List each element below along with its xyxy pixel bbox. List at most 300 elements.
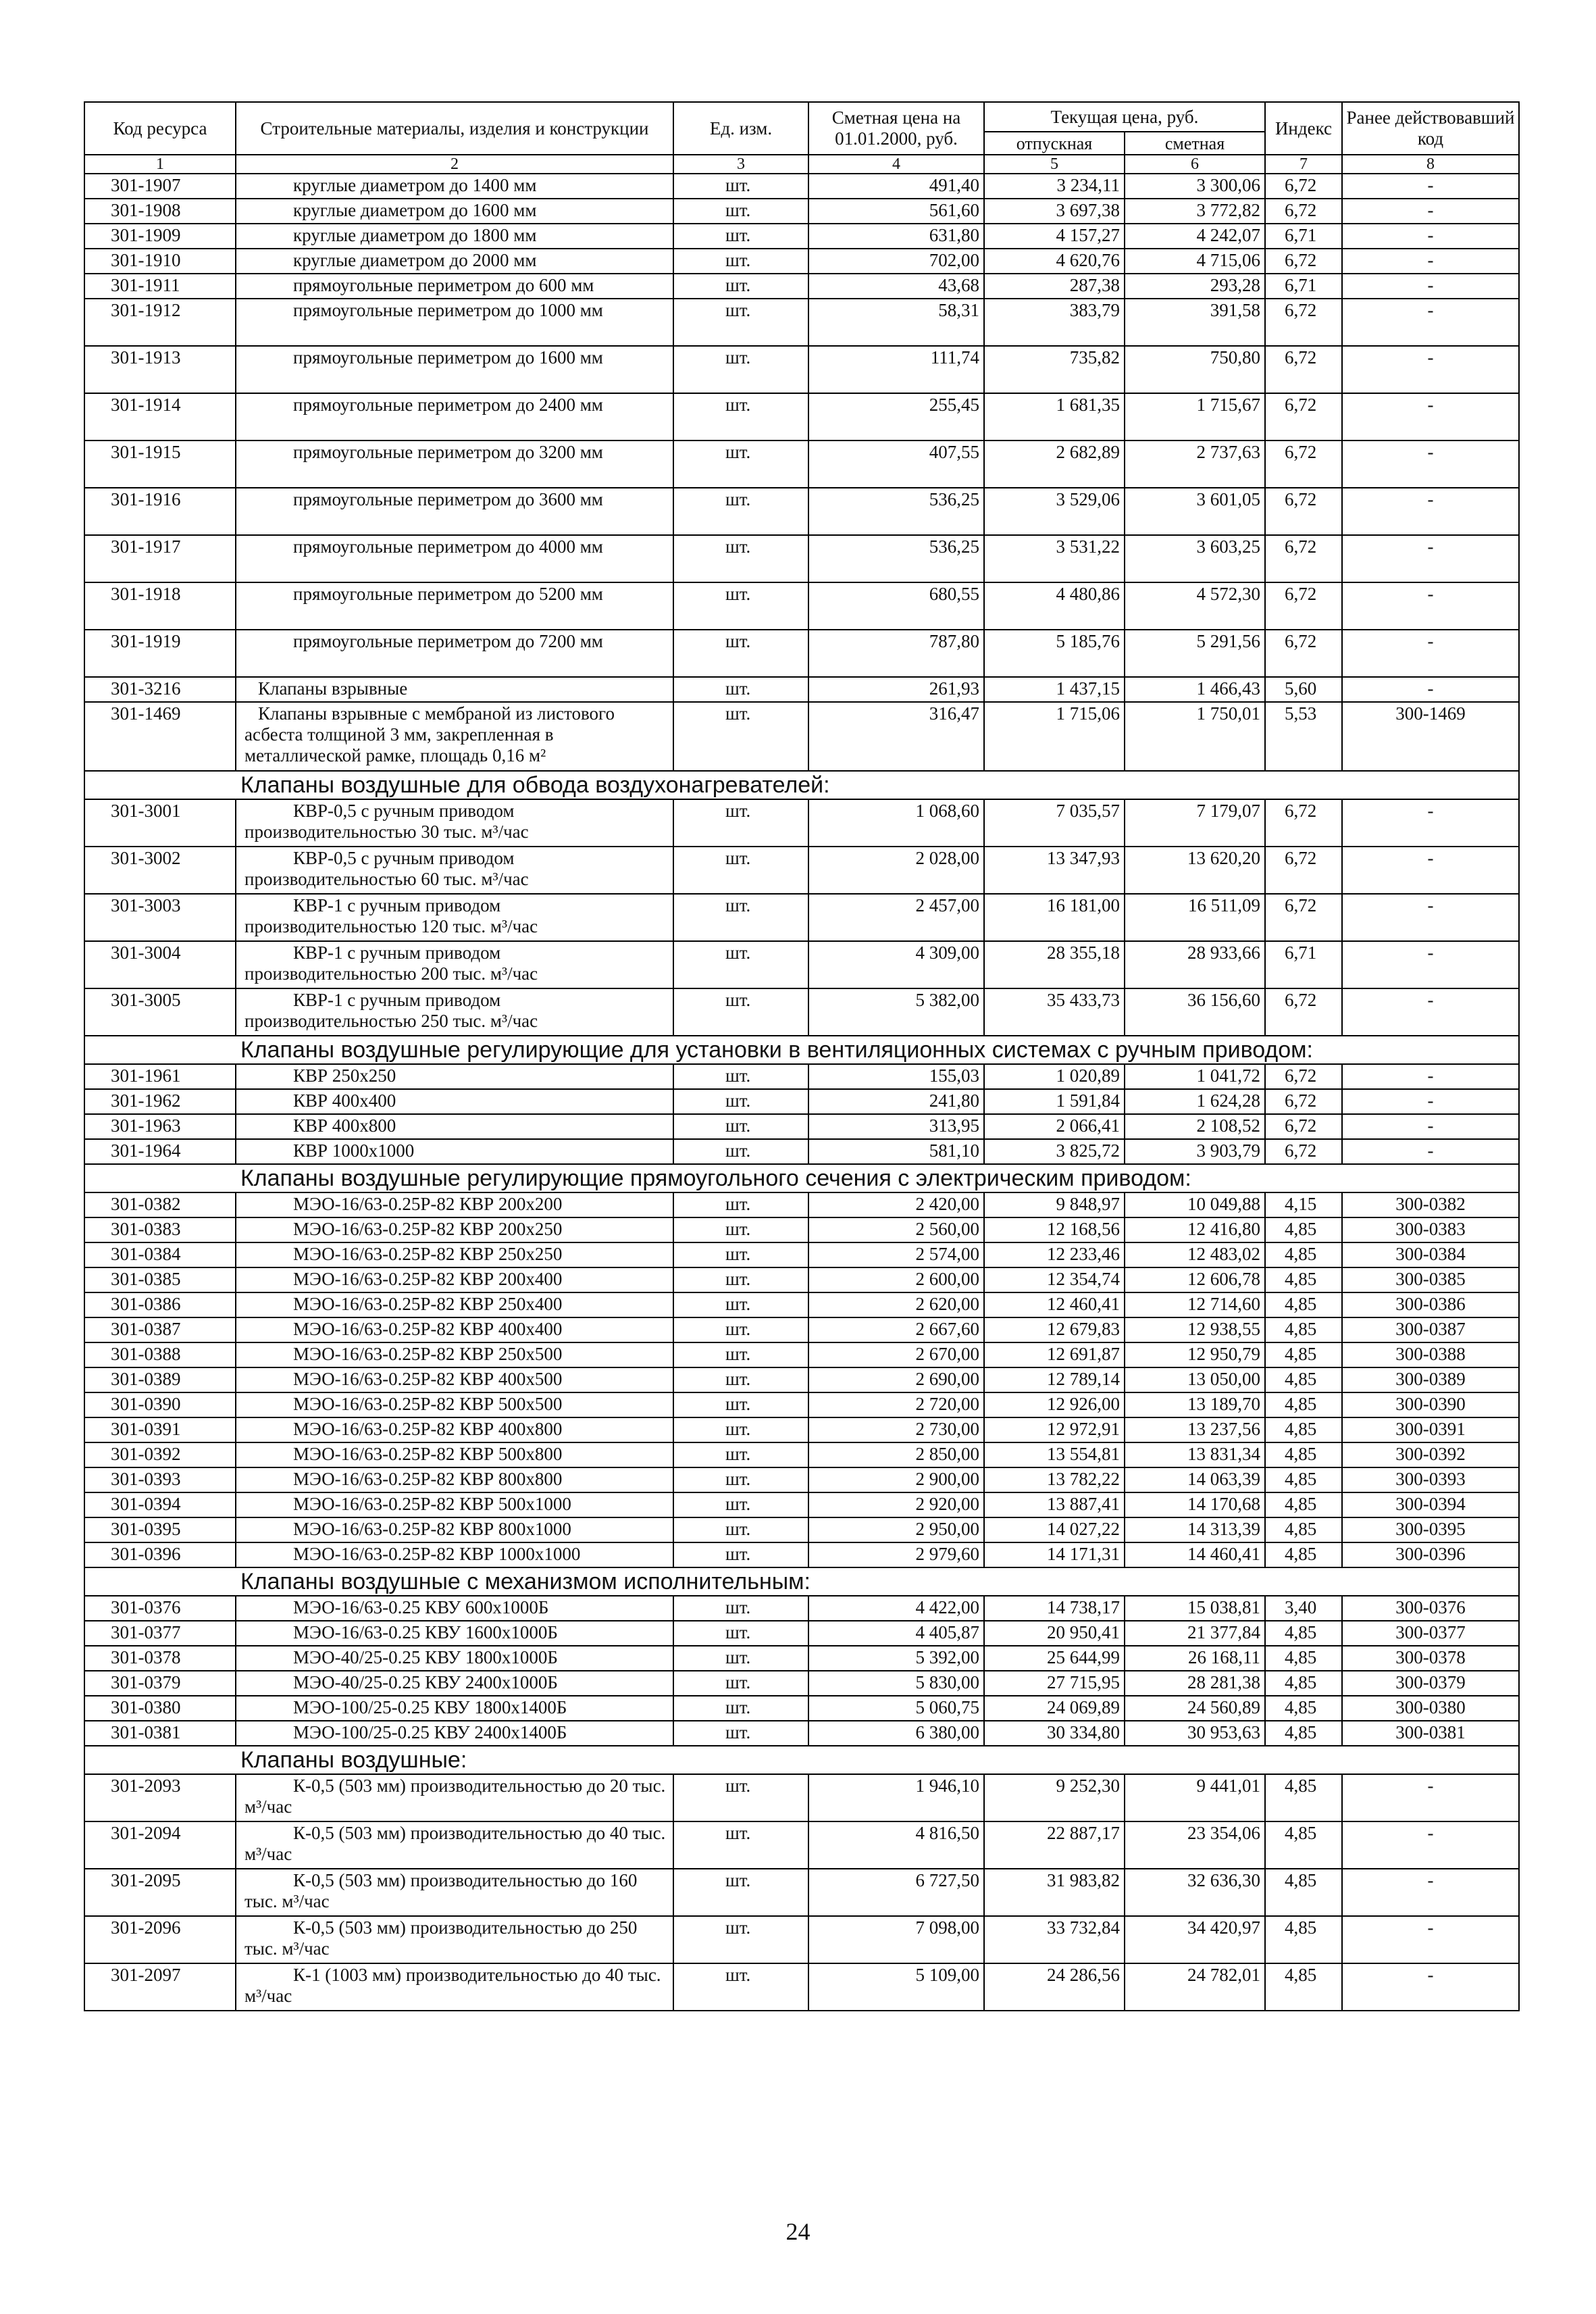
release-price: 383,79 bbox=[984, 299, 1125, 346]
header-previous-code: Ранее действовавший код bbox=[1342, 102, 1519, 155]
price-index: 4,85 bbox=[1265, 1963, 1342, 2011]
price-index: 6,72 bbox=[1265, 799, 1342, 847]
estimate-price-2000: 111,74 bbox=[808, 346, 984, 393]
table-row bbox=[84, 1242, 1519, 1267]
estimate-price-2000: 43,68 bbox=[808, 274, 984, 299]
current-estimate-price: 1 750,01 bbox=[1125, 702, 1265, 771]
table-row bbox=[84, 1696, 1519, 1721]
estimate-price-2000: 2 420,00 bbox=[808, 1192, 984, 1217]
previous-code: - bbox=[1342, 274, 1519, 299]
release-price: 3 529,06 bbox=[984, 488, 1125, 535]
release-price: 13 554,81 bbox=[984, 1442, 1125, 1467]
resource-code: 301-0382 bbox=[84, 1192, 236, 1217]
material-name: МЭО-16/63-0.25Р-82 КВР 200х400 bbox=[236, 1267, 673, 1292]
release-price: 30 334,80 bbox=[984, 1721, 1125, 1746]
current-estimate-price: 4 715,06 bbox=[1125, 249, 1265, 274]
current-estimate-price: 12 714,60 bbox=[1125, 1292, 1265, 1317]
section-heading-row bbox=[84, 1164, 1519, 1192]
unit: шт. bbox=[673, 1292, 808, 1317]
price-index: 4,85 bbox=[1265, 1342, 1342, 1367]
table-row bbox=[84, 535, 1519, 582]
section-heading-row bbox=[84, 1746, 1519, 1774]
resource-code: 301-0387 bbox=[84, 1317, 236, 1342]
resource-code: 301-2095 bbox=[84, 1869, 236, 1916]
current-estimate-price: 13 189,70 bbox=[1125, 1392, 1265, 1417]
table-row bbox=[84, 1342, 1519, 1367]
resource-code: 301-1914 bbox=[84, 393, 236, 441]
material-name: К-0,5 (503 мм) производительностью до 20 тыс. м³/час bbox=[236, 1774, 673, 1821]
price-index: 4,85 bbox=[1265, 1517, 1342, 1542]
price-index: 4,85 bbox=[1265, 1916, 1342, 1963]
material-name: МЭО-16/63-0.25 КВУ 600х1000Б bbox=[236, 1596, 673, 1621]
table-row bbox=[84, 1367, 1519, 1392]
unit: шт. bbox=[673, 174, 808, 199]
material-name: круглые диаметром до 1800 мм bbox=[236, 224, 673, 249]
resource-code: 301-1962 bbox=[84, 1089, 236, 1114]
resource-code: 301-1913 bbox=[84, 346, 236, 393]
release-price: 1 591,84 bbox=[984, 1089, 1125, 1114]
price-index: 6,72 bbox=[1265, 1089, 1342, 1114]
previous-code: - bbox=[1342, 393, 1519, 441]
current-estimate-price: 2 737,63 bbox=[1125, 441, 1265, 488]
estimate-price-2000: 155,03 bbox=[808, 1064, 984, 1089]
previous-code: 300-0380 bbox=[1342, 1696, 1519, 1721]
current-estimate-price: 28 281,38 bbox=[1125, 1671, 1265, 1696]
resource-code: 301-1908 bbox=[84, 199, 236, 224]
current-estimate-price: 4 242,07 bbox=[1125, 224, 1265, 249]
unit: шт. bbox=[673, 1089, 808, 1114]
estimate-price-2000: 561,60 bbox=[808, 199, 984, 224]
table-row bbox=[84, 199, 1519, 224]
resource-code: 301-2093 bbox=[84, 1774, 236, 1821]
release-price: 13 887,41 bbox=[984, 1492, 1125, 1517]
price-index: 6,72 bbox=[1265, 441, 1342, 488]
table-row bbox=[84, 1317, 1519, 1342]
estimate-price-2000: 2 730,00 bbox=[808, 1417, 984, 1442]
estimate-price-2000: 407,55 bbox=[808, 441, 984, 488]
material-name: Клапаны взрывные с мембраной из листового асбеста толщиной 3 мм, закрепленная в металлической рамке, площадь 0,16 м² bbox=[236, 702, 673, 771]
previous-code: 300-1469 bbox=[1342, 702, 1519, 771]
unit: шт. bbox=[673, 988, 808, 1036]
previous-code: 300-0387 bbox=[1342, 1317, 1519, 1342]
price-index: 4,85 bbox=[1265, 1721, 1342, 1746]
resource-code: 301-3001 bbox=[84, 799, 236, 847]
unit: шт. bbox=[673, 1442, 808, 1467]
current-estimate-price: 9 441,01 bbox=[1125, 1774, 1265, 1821]
current-estimate-price: 24 782,01 bbox=[1125, 1963, 1265, 2011]
estimate-price-2000: 2 620,00 bbox=[808, 1292, 984, 1317]
estimate-price-2000: 7 098,00 bbox=[808, 1916, 984, 1963]
material-name: прямоугольные периметром до 4000 мм bbox=[236, 535, 673, 582]
table-row bbox=[84, 1542, 1519, 1567]
price-index: 6,72 bbox=[1265, 582, 1342, 630]
price-index: 4,85 bbox=[1265, 1492, 1342, 1517]
resource-code: 301-0378 bbox=[84, 1646, 236, 1671]
price-index: 4,85 bbox=[1265, 1621, 1342, 1646]
unit: шт. bbox=[673, 1517, 808, 1542]
resource-code: 301-1910 bbox=[84, 249, 236, 274]
price-index: 4,85 bbox=[1265, 1417, 1342, 1442]
table-row bbox=[84, 1217, 1519, 1242]
material-name: МЭО-16/63-0.25Р-82 КВР 200х200 bbox=[236, 1192, 673, 1217]
previous-code: - bbox=[1342, 199, 1519, 224]
unit: шт. bbox=[673, 249, 808, 274]
price-index: 6,72 bbox=[1265, 1114, 1342, 1139]
previous-code: - bbox=[1342, 799, 1519, 847]
estimate-price-2000: 4 816,50 bbox=[808, 1821, 984, 1869]
current-estimate-price: 13 831,34 bbox=[1125, 1442, 1265, 1467]
previous-code: 300-0377 bbox=[1342, 1621, 1519, 1646]
resource-code: 301-0384 bbox=[84, 1242, 236, 1267]
resource-code: 301-3003 bbox=[84, 894, 236, 941]
unit: шт. bbox=[673, 1774, 808, 1821]
estimate-price-2000: 5 830,00 bbox=[808, 1671, 984, 1696]
price-index: 4,85 bbox=[1265, 1317, 1342, 1342]
table-row bbox=[84, 1916, 1519, 1963]
release-price: 31 983,82 bbox=[984, 1869, 1125, 1916]
unit: шт. bbox=[673, 1064, 808, 1089]
release-price: 3 825,72 bbox=[984, 1139, 1125, 1164]
section-heading: Клапаны воздушные для обвода воздухонагревателей: bbox=[84, 771, 1519, 799]
release-price: 33 732,84 bbox=[984, 1916, 1125, 1963]
material-name: круглые диаметром до 1400 мм bbox=[236, 174, 673, 199]
material-name: МЭО-16/63-0.25Р-82 КВР 250х400 bbox=[236, 1292, 673, 1317]
release-price: 12 679,83 bbox=[984, 1317, 1125, 1342]
unit: шт. bbox=[673, 488, 808, 535]
price-index: 6,72 bbox=[1265, 249, 1342, 274]
current-estimate-price: 1 624,28 bbox=[1125, 1089, 1265, 1114]
estimate-price-2000: 5 109,00 bbox=[808, 1963, 984, 2011]
table-row bbox=[84, 799, 1519, 847]
estimate-price-2000: 4 309,00 bbox=[808, 941, 984, 988]
estimate-price-2000: 2 560,00 bbox=[808, 1217, 984, 1242]
price-index: 4,85 bbox=[1265, 1542, 1342, 1567]
price-index: 4,85 bbox=[1265, 1292, 1342, 1317]
release-price: 5 185,76 bbox=[984, 630, 1125, 677]
material-name: КВР-0,5 с ручным приводом производительностью 30 тыс. м³/час bbox=[236, 799, 673, 847]
unit: шт. bbox=[673, 1821, 808, 1869]
previous-code: 300-0389 bbox=[1342, 1367, 1519, 1392]
material-name: МЭО-16/63-0.25Р-82 КВР 400х800 bbox=[236, 1417, 673, 1442]
current-estimate-price: 3 772,82 bbox=[1125, 199, 1265, 224]
table-row bbox=[84, 1774, 1519, 1821]
release-price: 1 681,35 bbox=[984, 393, 1125, 441]
section-heading: Клапаны воздушные регулирующие прямоугольного сечения с электрическим приводом: bbox=[84, 1164, 1519, 1192]
estimate-price-2000: 787,80 bbox=[808, 630, 984, 677]
table-row bbox=[84, 346, 1519, 393]
material-name: прямоугольные периметром до 7200 мм bbox=[236, 630, 673, 677]
release-price: 4 480,86 bbox=[984, 582, 1125, 630]
price-index: 6,72 bbox=[1265, 630, 1342, 677]
unit: шт. bbox=[673, 1621, 808, 1646]
release-price: 287,38 bbox=[984, 274, 1125, 299]
release-price: 12 354,74 bbox=[984, 1267, 1125, 1292]
previous-code: 300-0392 bbox=[1342, 1442, 1519, 1467]
release-price: 9 848,97 bbox=[984, 1192, 1125, 1217]
release-price: 13 347,93 bbox=[984, 847, 1125, 894]
release-price: 1 437,15 bbox=[984, 677, 1125, 702]
current-estimate-price: 26 168,11 bbox=[1125, 1646, 1265, 1671]
page-number: 24 bbox=[786, 2218, 810, 2245]
table-row bbox=[84, 1646, 1519, 1671]
current-estimate-price: 36 156,60 bbox=[1125, 988, 1265, 1036]
price-index: 6,72 bbox=[1265, 1064, 1342, 1089]
price-index: 6,72 bbox=[1265, 535, 1342, 582]
unit: шт. bbox=[673, 441, 808, 488]
release-price: 14 171,31 bbox=[984, 1542, 1125, 1567]
current-estimate-price: 5 291,56 bbox=[1125, 630, 1265, 677]
current-estimate-price: 4 572,30 bbox=[1125, 582, 1265, 630]
material-name: прямоугольные периметром до 5200 мм bbox=[236, 582, 673, 630]
header-row bbox=[84, 102, 1519, 132]
header-estimate-price: сметная bbox=[1125, 132, 1265, 155]
current-estimate-price: 3 300,06 bbox=[1125, 174, 1265, 199]
section-heading: Клапаны воздушные: bbox=[84, 1746, 1519, 1774]
header-unit: Ед. изм. bbox=[673, 102, 808, 155]
current-estimate-price: 12 483,02 bbox=[1125, 1242, 1265, 1267]
resource-code: 301-0392 bbox=[84, 1442, 236, 1467]
estimate-price-2000: 581,10 bbox=[808, 1139, 984, 1164]
resource-code: 301-0380 bbox=[84, 1696, 236, 1721]
current-estimate-price: 14 063,39 bbox=[1125, 1467, 1265, 1492]
resource-code: 301-1909 bbox=[84, 224, 236, 249]
previous-code: 300-0388 bbox=[1342, 1342, 1519, 1367]
table-row bbox=[84, 299, 1519, 346]
price-index: 4,85 bbox=[1265, 1267, 1342, 1292]
unit: шт. bbox=[673, 1342, 808, 1367]
estimate-price-2000: 5 060,75 bbox=[808, 1696, 984, 1721]
current-estimate-price: 750,80 bbox=[1125, 346, 1265, 393]
resource-code: 301-1915 bbox=[84, 441, 236, 488]
material-name: КВР-1 с ручным приводом производительностью 120 тыс. м³/час bbox=[236, 894, 673, 941]
current-estimate-price: 12 950,79 bbox=[1125, 1342, 1265, 1367]
estimate-price-2000: 241,80 bbox=[808, 1089, 984, 1114]
table-row bbox=[84, 1517, 1519, 1542]
release-price: 1 715,06 bbox=[984, 702, 1125, 771]
current-estimate-price: 16 511,09 bbox=[1125, 894, 1265, 941]
price-index: 4,85 bbox=[1265, 1869, 1342, 1916]
price-index: 6,72 bbox=[1265, 299, 1342, 346]
current-estimate-price: 3 903,79 bbox=[1125, 1139, 1265, 1164]
current-estimate-price: 10 049,88 bbox=[1125, 1192, 1265, 1217]
price-index: 6,72 bbox=[1265, 199, 1342, 224]
estimate-price-2000: 5 392,00 bbox=[808, 1646, 984, 1671]
unit: шт. bbox=[673, 847, 808, 894]
unit: шт. bbox=[673, 1542, 808, 1567]
release-price: 13 782,22 bbox=[984, 1467, 1125, 1492]
price-index: 4,85 bbox=[1265, 1467, 1342, 1492]
previous-code: 300-0391 bbox=[1342, 1417, 1519, 1442]
resource-code: 301-3004 bbox=[84, 941, 236, 988]
column-number: 8 bbox=[1342, 155, 1519, 174]
table-row bbox=[84, 1621, 1519, 1646]
table-row bbox=[84, 1467, 1519, 1492]
table-row bbox=[84, 1064, 1519, 1089]
release-price: 4 620,76 bbox=[984, 249, 1125, 274]
unit: шт. bbox=[673, 702, 808, 771]
release-price: 12 789,14 bbox=[984, 1367, 1125, 1392]
estimate-price-2000: 313,95 bbox=[808, 1114, 984, 1139]
release-price: 3 697,38 bbox=[984, 199, 1125, 224]
previous-code: - bbox=[1342, 1774, 1519, 1821]
resource-code: 301-0379 bbox=[84, 1671, 236, 1696]
previous-code: 300-0383 bbox=[1342, 1217, 1519, 1242]
estimate-price-2000: 2 670,00 bbox=[808, 1342, 984, 1367]
estimate-price-2000: 2 950,00 bbox=[808, 1517, 984, 1542]
previous-code: - bbox=[1342, 1963, 1519, 2011]
header-name: Строительные материалы, изделия и конструкции bbox=[236, 102, 673, 155]
release-price: 25 644,99 bbox=[984, 1646, 1125, 1671]
table-row bbox=[84, 274, 1519, 299]
price-index: 4,85 bbox=[1265, 1774, 1342, 1821]
previous-code: - bbox=[1342, 1139, 1519, 1164]
resource-code: 301-3002 bbox=[84, 847, 236, 894]
previous-code: - bbox=[1342, 488, 1519, 535]
unit: шт. bbox=[673, 894, 808, 941]
resource-code: 301-1469 bbox=[84, 702, 236, 771]
release-price: 4 157,27 bbox=[984, 224, 1125, 249]
table-row bbox=[84, 894, 1519, 941]
unit: шт. bbox=[673, 1139, 808, 1164]
estimate-price-2000: 2 574,00 bbox=[808, 1242, 984, 1267]
previous-code: 300-0384 bbox=[1342, 1242, 1519, 1267]
material-name: МЭО-40/25-0.25 КВУ 2400х1000Б bbox=[236, 1671, 673, 1696]
column-number: 2 bbox=[236, 155, 673, 174]
estimate-price-2000: 1 946,10 bbox=[808, 1774, 984, 1821]
material-name: Клапаны взрывные bbox=[236, 677, 673, 702]
column-numbers-row bbox=[84, 155, 1519, 174]
resource-code: 301-0396 bbox=[84, 1542, 236, 1567]
estimate-price-2000: 4 422,00 bbox=[808, 1596, 984, 1621]
table-row bbox=[84, 174, 1519, 199]
column-number: 5 bbox=[984, 155, 1125, 174]
resource-code: 301-1961 bbox=[84, 1064, 236, 1089]
current-estimate-price: 3 601,05 bbox=[1125, 488, 1265, 535]
release-price: 24 286,56 bbox=[984, 1963, 1125, 2011]
unit: шт. bbox=[673, 1317, 808, 1342]
current-estimate-price: 34 420,97 bbox=[1125, 1916, 1265, 1963]
unit: шт. bbox=[673, 941, 808, 988]
estimate-price-2000: 2 979,60 bbox=[808, 1542, 984, 1567]
table-row bbox=[84, 941, 1519, 988]
current-estimate-price: 2 108,52 bbox=[1125, 1114, 1265, 1139]
estimate-price-2000: 261,93 bbox=[808, 677, 984, 702]
header-release-price: отпускная bbox=[984, 132, 1125, 155]
table-row bbox=[84, 1596, 1519, 1621]
release-price: 735,82 bbox=[984, 346, 1125, 393]
material-name: КВР 400х400 bbox=[236, 1089, 673, 1114]
unit: шт. bbox=[673, 1467, 808, 1492]
current-estimate-price: 13 620,20 bbox=[1125, 847, 1265, 894]
section-heading-row bbox=[84, 1567, 1519, 1596]
previous-code: 300-0381 bbox=[1342, 1721, 1519, 1746]
resource-code: 301-0390 bbox=[84, 1392, 236, 1417]
current-estimate-price: 12 938,55 bbox=[1125, 1317, 1265, 1342]
material-name: МЭО-16/63-0.25Р-82 КВР 500х500 bbox=[236, 1392, 673, 1417]
table-row bbox=[84, 1089, 1519, 1114]
price-index: 5,60 bbox=[1265, 677, 1342, 702]
estimate-price-2000: 1 068,60 bbox=[808, 799, 984, 847]
material-name: прямоугольные периметром до 1000 мм bbox=[236, 299, 673, 346]
previous-code: - bbox=[1342, 677, 1519, 702]
table-row bbox=[84, 1671, 1519, 1696]
material-name: круглые диаметром до 1600 мм bbox=[236, 199, 673, 224]
unit: шт. bbox=[673, 1217, 808, 1242]
header-index: Индекс bbox=[1265, 102, 1342, 155]
estimate-price-2000: 631,80 bbox=[808, 224, 984, 249]
price-index: 4,85 bbox=[1265, 1821, 1342, 1869]
unit: шт. bbox=[673, 1696, 808, 1721]
resource-code: 301-1964 bbox=[84, 1139, 236, 1164]
table-row bbox=[84, 1869, 1519, 1916]
table-row bbox=[84, 1139, 1519, 1164]
resource-code: 301-0383 bbox=[84, 1217, 236, 1242]
previous-code: 300-0396 bbox=[1342, 1542, 1519, 1567]
estimate-price-2000: 536,25 bbox=[808, 535, 984, 582]
table-row bbox=[84, 224, 1519, 249]
table-row bbox=[84, 1114, 1519, 1139]
resource-code: 301-2096 bbox=[84, 1916, 236, 1963]
previous-code: - bbox=[1342, 249, 1519, 274]
unit: шт. bbox=[673, 677, 808, 702]
price-index: 6,72 bbox=[1265, 894, 1342, 941]
previous-code: - bbox=[1342, 941, 1519, 988]
unit: шт. bbox=[673, 582, 808, 630]
unit: шт. bbox=[673, 1916, 808, 1963]
material-name: прямоугольные периметром до 3600 мм bbox=[236, 488, 673, 535]
section-heading: Клапаны воздушные с механизмом исполнительным: bbox=[84, 1567, 1519, 1596]
resource-code: 301-1912 bbox=[84, 299, 236, 346]
current-estimate-price: 13 237,56 bbox=[1125, 1417, 1265, 1442]
resource-code: 301-1911 bbox=[84, 274, 236, 299]
current-estimate-price: 15 038,81 bbox=[1125, 1596, 1265, 1621]
previous-code: - bbox=[1342, 441, 1519, 488]
table-row bbox=[84, 847, 1519, 894]
table-row bbox=[84, 1417, 1519, 1442]
price-index: 4,85 bbox=[1265, 1646, 1342, 1671]
previous-code: 300-0382 bbox=[1342, 1192, 1519, 1217]
estimate-price-2000: 2 690,00 bbox=[808, 1367, 984, 1392]
current-estimate-price: 1 041,72 bbox=[1125, 1064, 1265, 1089]
material-name: прямоугольные периметром до 2400 мм bbox=[236, 393, 673, 441]
column-number: 7 bbox=[1265, 155, 1342, 174]
section-heading-row bbox=[84, 771, 1519, 799]
table-row bbox=[84, 1821, 1519, 1869]
material-name: МЭО-40/25-0.25 КВУ 1800х1000Б bbox=[236, 1646, 673, 1671]
release-price: 2 682,89 bbox=[984, 441, 1125, 488]
previous-code: - bbox=[1342, 582, 1519, 630]
material-name: КВР 250х250 bbox=[236, 1064, 673, 1089]
unit: шт. bbox=[673, 1417, 808, 1442]
estimate-price-2000: 2 457,00 bbox=[808, 894, 984, 941]
previous-code: 300-0378 bbox=[1342, 1646, 1519, 1671]
estimate-price-2000: 316,47 bbox=[808, 702, 984, 771]
resource-code: 301-1963 bbox=[84, 1114, 236, 1139]
estimate-price-2000: 6 380,00 bbox=[808, 1721, 984, 1746]
resource-code: 301-0377 bbox=[84, 1621, 236, 1646]
resource-code: 301-0395 bbox=[84, 1517, 236, 1542]
material-name: МЭО-16/63-0.25Р-82 КВР 400х400 bbox=[236, 1317, 673, 1342]
previous-code: - bbox=[1342, 1064, 1519, 1089]
material-name: прямоугольные периметром до 3200 мм bbox=[236, 441, 673, 488]
current-estimate-price: 14 460,41 bbox=[1125, 1542, 1265, 1567]
material-name: К-0,5 (503 мм) производительностью до 160 тыс. м³/час bbox=[236, 1869, 673, 1916]
price-index: 6,71 bbox=[1265, 274, 1342, 299]
previous-code: 300-0394 bbox=[1342, 1492, 1519, 1517]
resource-code: 301-0386 bbox=[84, 1292, 236, 1317]
material-name: МЭО-16/63-0.25Р-82 КВР 400х500 bbox=[236, 1367, 673, 1392]
material-name: МЭО-16/63-0.25Р-82 КВР 500х1000 bbox=[236, 1492, 673, 1517]
